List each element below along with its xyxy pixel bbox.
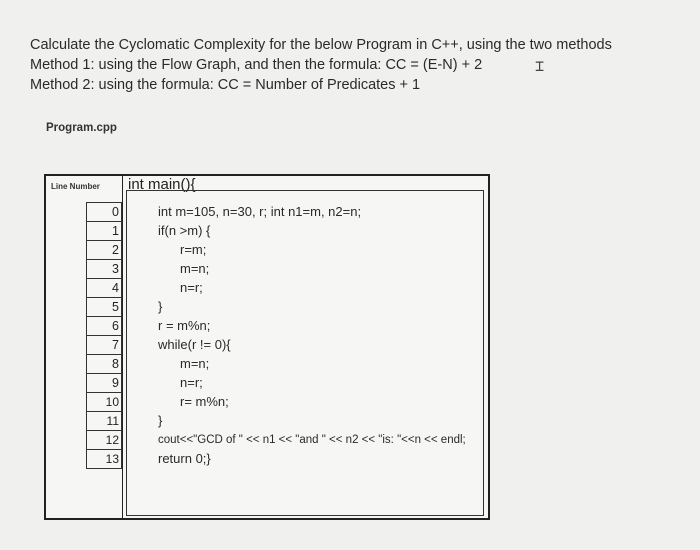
code-line: m=n;: [180, 261, 210, 276]
line-number: 10: [86, 392, 122, 412]
code-line: n=r;: [180, 375, 203, 390]
code-line: r=m;: [180, 242, 207, 257]
text-cursor-icon: ⌶: [535, 57, 545, 75]
question-line-3: Method 2: using the formula: CC = Number of Predicates + 1: [30, 77, 421, 93]
code-line: }: [158, 299, 163, 314]
code-line: return 0;}: [158, 451, 211, 466]
code-line: n=r;: [180, 280, 203, 295]
line-number: 9: [86, 373, 122, 393]
line-number: 5: [86, 297, 122, 317]
line-number: 11: [86, 411, 122, 431]
code-line: while(r != 0){: [158, 337, 231, 352]
line-number: 3: [86, 259, 122, 279]
code-line: r = m%n;: [158, 318, 211, 333]
line-number: 13: [86, 449, 122, 469]
line-number: 4: [86, 278, 122, 298]
line-number: 0: [86, 202, 122, 222]
question-line-2: Method 1: using the Flow Graph, and then the formula: CC = (E-N) + 2: [30, 57, 483, 73]
line-number: 6: [86, 316, 122, 336]
question-line-1: Calculate the Cyclomatic Complexity for the below Program in C++, using the two methods: [30, 37, 612, 53]
line-number: 8: [86, 354, 122, 374]
line-number-header: Line Number: [51, 182, 100, 191]
code-line: int m=105, n=30, r; int n1=m, n2=n;: [158, 204, 362, 219]
line-number: 2: [86, 240, 122, 260]
code-header: int main(){: [128, 176, 196, 193]
code-line: if(n >m) {: [158, 223, 211, 238]
code-line: }: [158, 413, 163, 428]
code-line: r= m%n;: [180, 394, 229, 409]
code-line: m=n;: [180, 356, 210, 371]
line-number: 1: [86, 221, 122, 241]
line-number: 7: [86, 335, 122, 355]
line-number: 12: [86, 430, 122, 450]
program-filename: Program.cpp: [46, 122, 117, 134]
code-line: cout<<"GCD of " << n1 << "and " << n2 << "is: "<<n << endl;: [158, 434, 466, 446]
